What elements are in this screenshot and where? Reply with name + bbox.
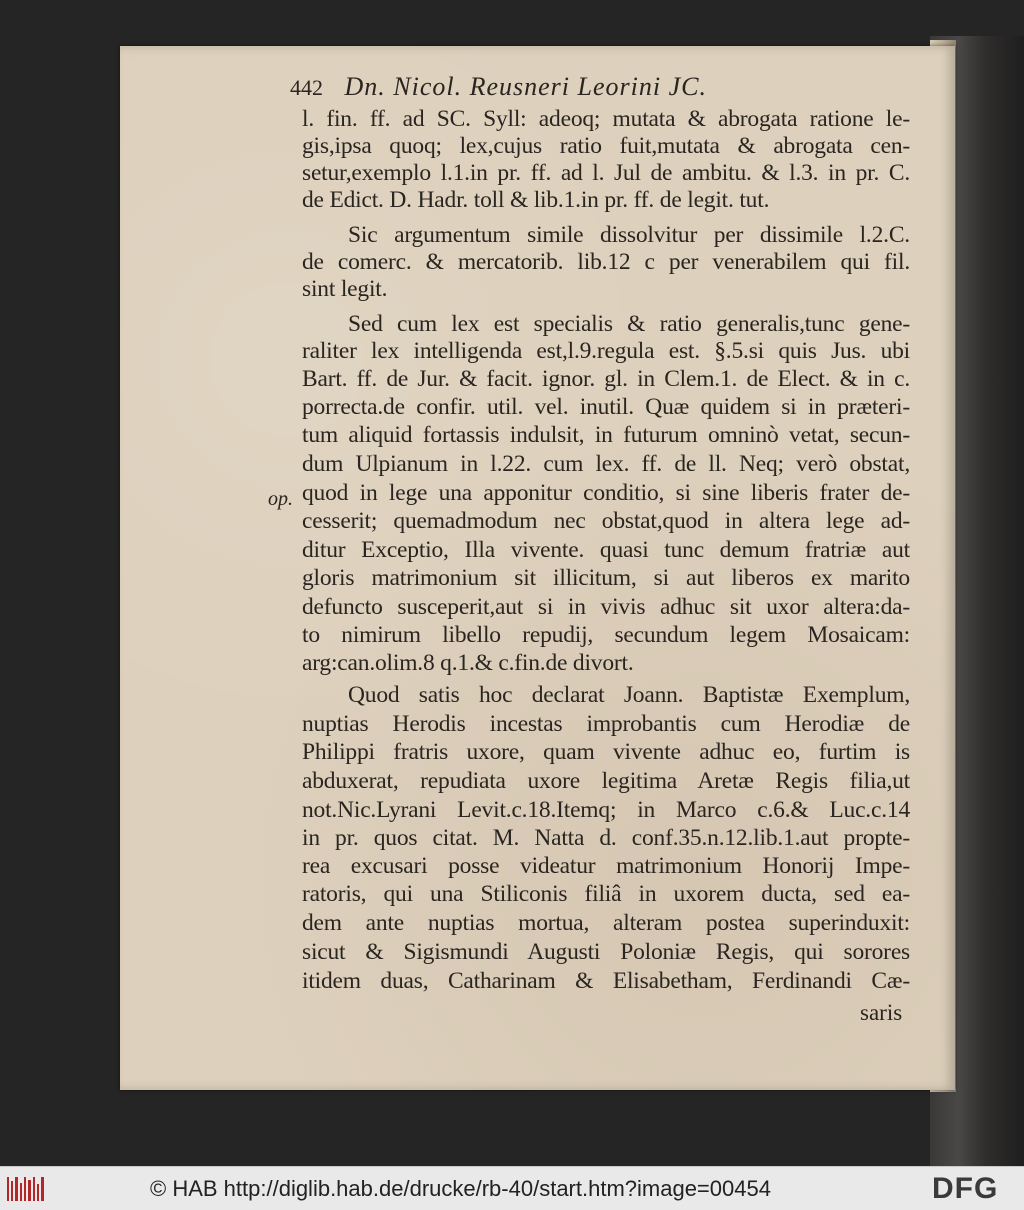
text-line: abduxerat, repudiata uxore legitima Aretæ Regis filia,ut xyxy=(302,768,910,794)
text-line: ratoris, qui una Stiliconis filiâ in uxorem ducta, sed ea- xyxy=(302,881,910,907)
copyright-url-text: © HAB http://diglib.hab.de/drucke/rb-40/start.htm?image=00454 xyxy=(150,1176,771,1201)
text-line: Sed cum lex est specialis & ratio generalis,tunc gene- xyxy=(348,311,910,337)
margin-note: op. xyxy=(268,488,293,510)
text-line: Bart. ff. de Jur. & facit. ignor. gl. in Clem.1. de Elect. & in c. xyxy=(302,366,910,392)
catchword: saris xyxy=(860,1000,903,1025)
text-line: rea excusari posse videatur matrimonium Honorij Impe- xyxy=(302,853,910,879)
text-line: itidem duas, Catharinam & Elisabetham, Ferdinandi Cæ- xyxy=(302,968,910,994)
text-line: to nimirum libello repudij, secundum legem Mosaicam: xyxy=(302,622,910,648)
text-line: sicut & Sigismundi Augusti Poloniæ Regis, qui sorores xyxy=(302,939,910,965)
running-header xyxy=(290,72,850,103)
text-line: tum aliquid fortassis indulsit, in futurum omninò vetat, secun- xyxy=(302,422,910,448)
text-line: Sic argumentum simile dissolvitur per dissimile l.2.C. xyxy=(348,222,910,248)
text-line: gis,ipsa quoq; lex,cujus ratio fuit,mutata & abrogata cen- xyxy=(302,133,910,159)
text-line: nuptias Herodis incestas improbantis cum Herodiæ de xyxy=(302,711,910,737)
text-line: quod in lege una apponitur conditio, si sine liberis frater de- xyxy=(302,480,910,506)
footer-bar xyxy=(0,1166,1024,1210)
text-line: not.Nic.Lyrani Levit.c.18.Itemq; in Marco c.6.& Luc.c.14 xyxy=(302,797,910,823)
dfg-logo[interactable]: DFG xyxy=(932,1172,999,1205)
text-line: sint legit. xyxy=(302,276,388,302)
text-line: gloris matrimonium sit illicitum, si aut liberos ex marito xyxy=(302,565,910,591)
text-line: Philippi fratris uxore, quam vivente adhuc eo, furtim is xyxy=(302,739,910,765)
text-line: Quod satis hoc declarat Joann. Baptistæ Exemplum, xyxy=(348,682,910,708)
text-line: arg:can.olim.8 q.1.& c.fin.de divort. xyxy=(302,650,634,676)
text-line: defuncto susceperit,aut si in vivis adhuc sit uxor altera:da- xyxy=(302,594,910,620)
text-line: in pr. quos citat. M. Natta d. conf.35.n.12.lib.1.aut proptе- xyxy=(302,825,910,851)
hab-barcode-logo-icon[interactable] xyxy=(6,1175,46,1203)
running-title: Dn. Nicol. Reusneri Leorini JC. xyxy=(344,72,707,101)
text-line: cesserit; quemadmodum nec obstat,quod in altera lege ad- xyxy=(302,508,910,534)
text-line: de comerc. & mercatorib. lib.12 c per venerabilem qui fil. xyxy=(302,249,910,275)
text-line: setur,exemplo l.1.in pr. ff. ad l. Jul de ambitu. & l.3. in pr. C. xyxy=(302,160,910,186)
text-line: ditur Exceptio, Illa vivente. quasi tunc demum fratriæ aut xyxy=(302,537,910,563)
page-number: 442 xyxy=(290,75,323,100)
text-line: porrecta.de confir. util. vel. inutil. Quæ quidem si in præteri- xyxy=(302,394,910,420)
text-line: l. fin. ff. ad SC. Syll: adeoq; mutata & abrogata ratione le- xyxy=(302,106,910,132)
text-line: dum Ulpianum in l.22. cum lex. ff. de ll. Neq; verò obstat, xyxy=(302,451,910,477)
text-line: de Edict. D. Hadr. toll & lib.1.in pr. ff. de legit. tut. xyxy=(302,187,770,213)
text-line: dem ante nuptias mortua, alteram postea superinduxit: xyxy=(302,910,910,936)
text-line: raliter lex intelligenda est,l.9.regula est. §.5.si quis Jus. ubi xyxy=(302,338,910,364)
